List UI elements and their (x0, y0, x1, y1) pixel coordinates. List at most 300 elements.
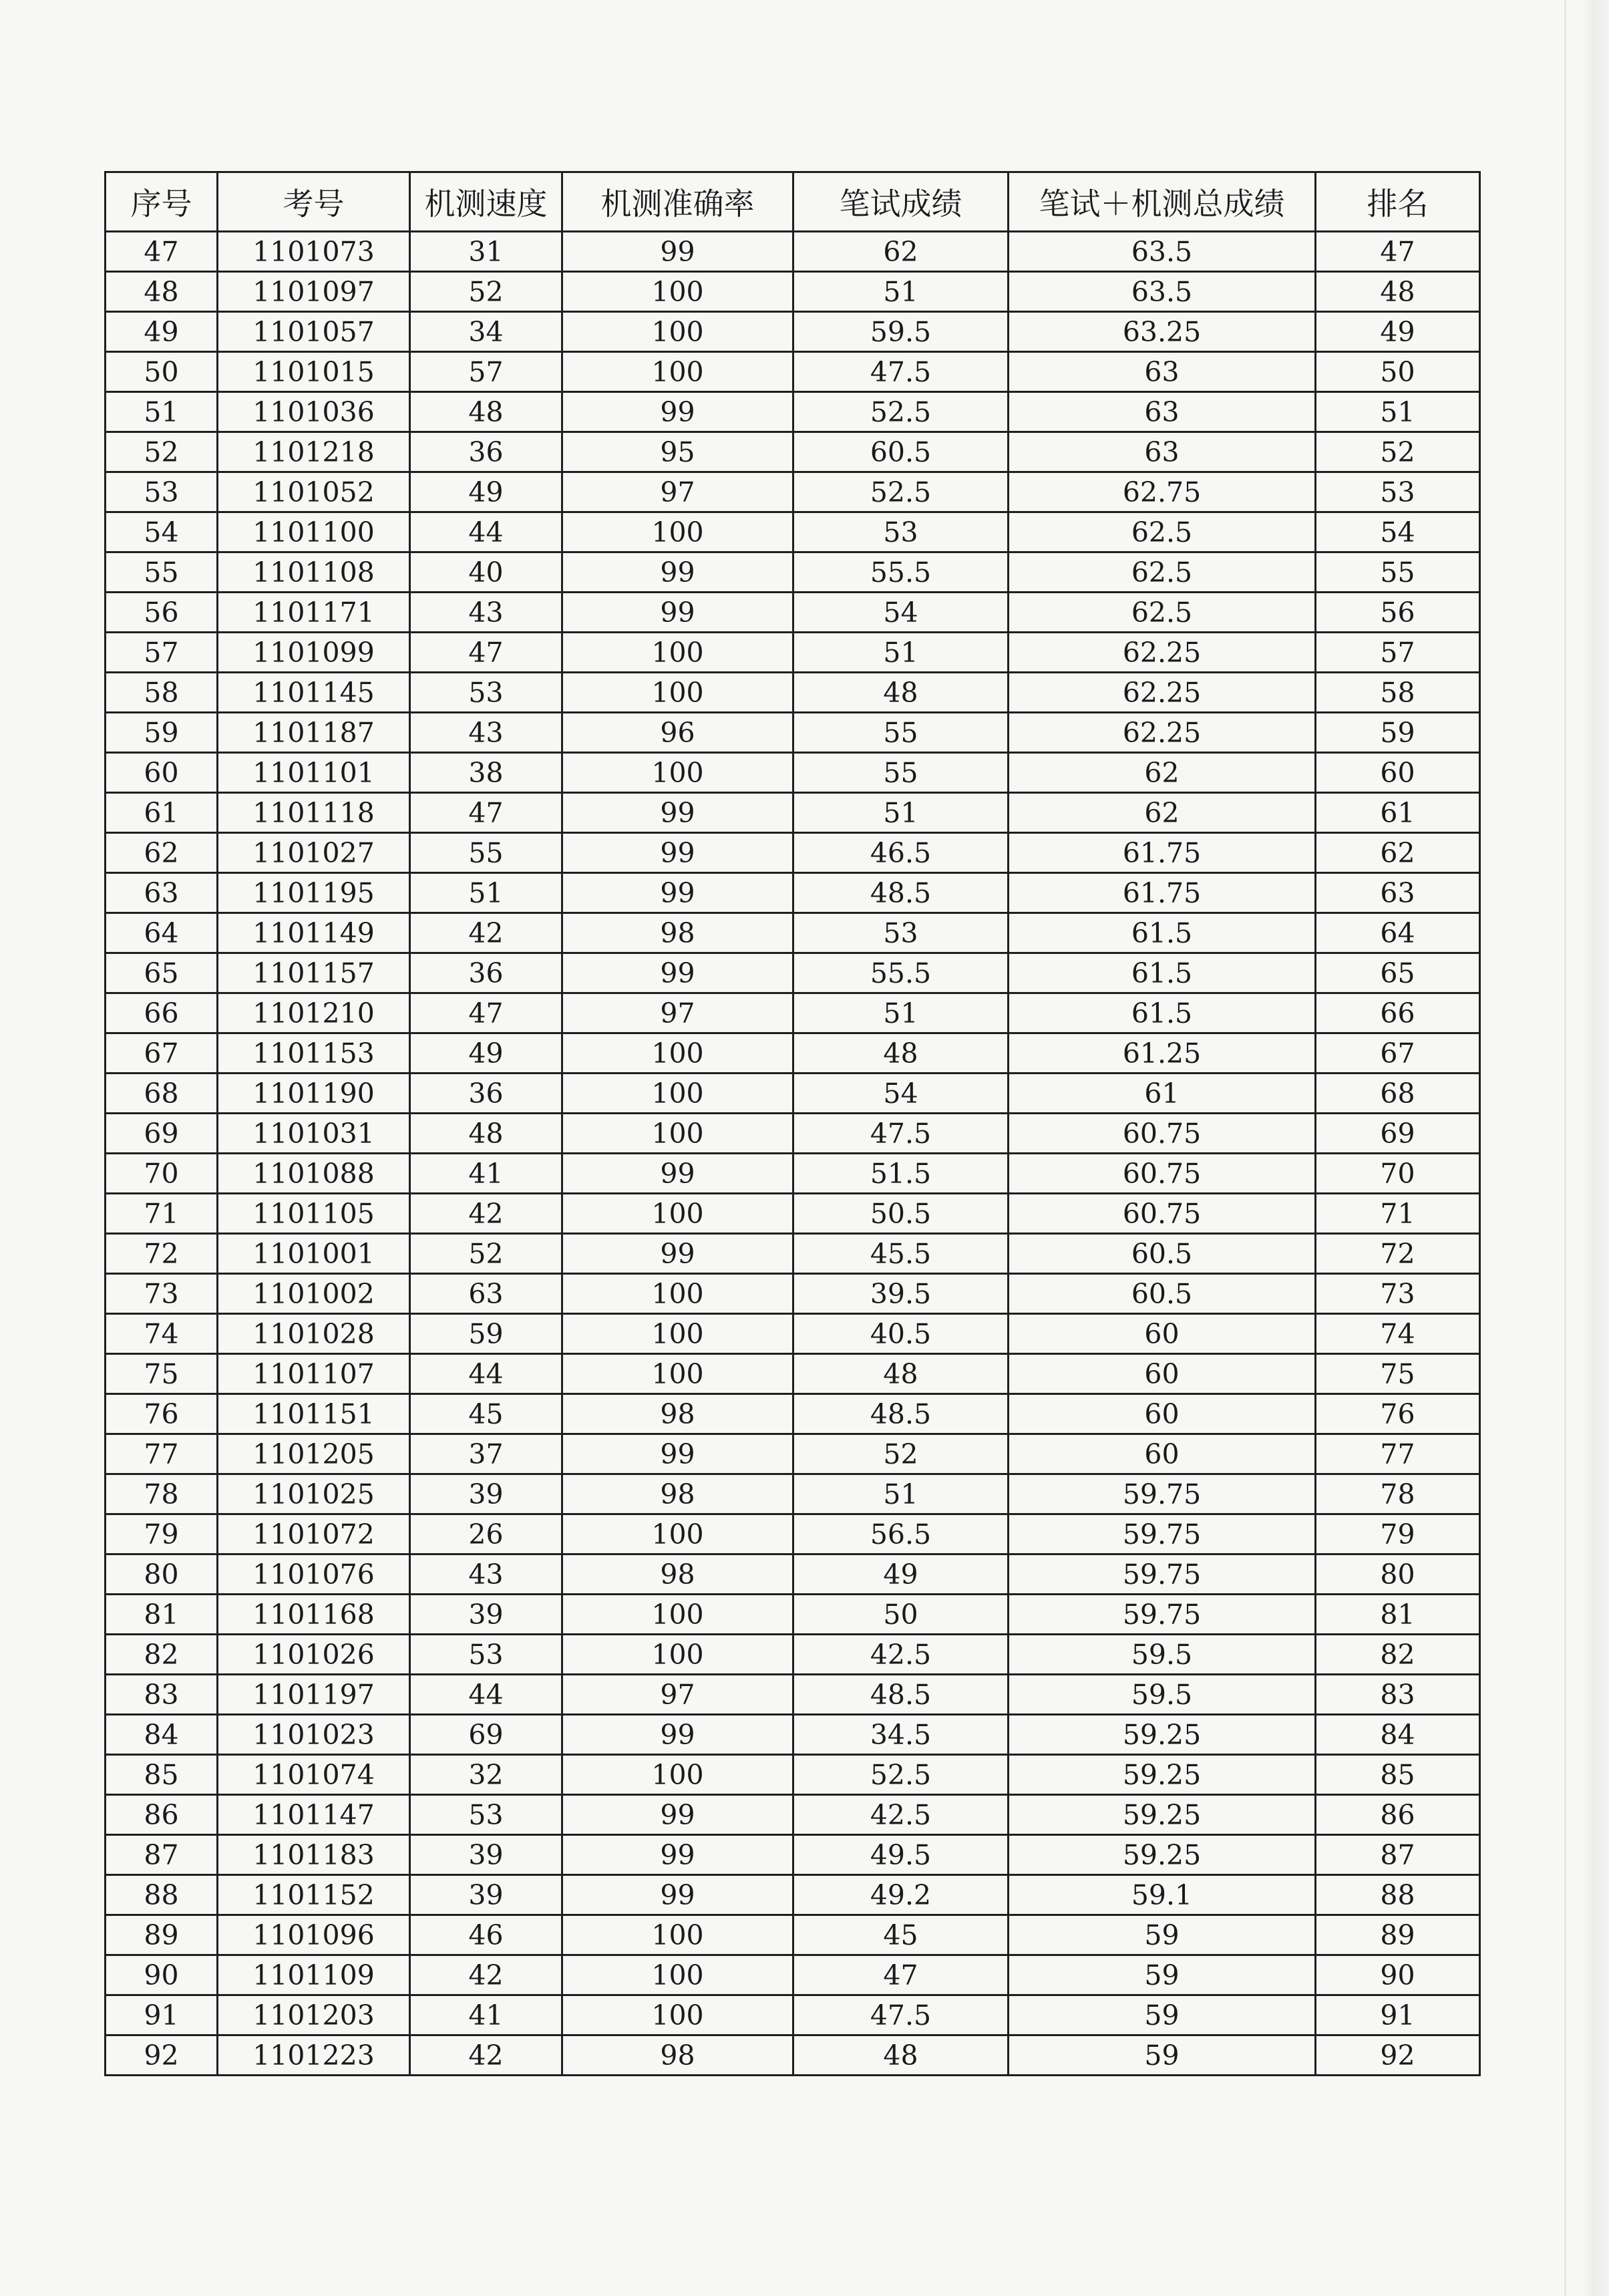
cell-written-score: 47.5 (793, 1995, 1009, 2035)
cell-written-score: 59.5 (793, 312, 1009, 352)
cell-exam-id: 1101031 (218, 1114, 410, 1154)
table-row (106, 1715, 1480, 1755)
cell-exam-id: 1101195 (218, 873, 410, 913)
table-row (106, 232, 1480, 272)
cell-total-score: 62.5 (1009, 512, 1316, 552)
cell-rank: 91 (1316, 1995, 1480, 2035)
cell-written-score: 53 (793, 512, 1009, 552)
cell-written-score: 45 (793, 1915, 1009, 1955)
cell-total-score: 62 (1009, 753, 1316, 793)
cell-written-score: 50.5 (793, 1194, 1009, 1234)
cell-rank: 89 (1316, 1915, 1480, 1955)
cell-written-score: 52.5 (793, 472, 1009, 512)
cell-total-score: 60.5 (1009, 1274, 1316, 1314)
cell-typing-accuracy: 99 (562, 1715, 793, 1755)
cell-written-score: 48.5 (793, 873, 1009, 913)
cell-typing-speed: 41 (410, 1154, 562, 1194)
cell-rank: 60 (1316, 753, 1480, 793)
cell-typing-speed: 39 (410, 1835, 562, 1875)
cell-exam-id: 1101187 (218, 713, 410, 753)
table-row (106, 1554, 1480, 1595)
cell-exam-id: 1101197 (218, 1675, 410, 1715)
cell-written-score: 40.5 (793, 1314, 1009, 1354)
cell-typing-speed: 47 (410, 793, 562, 833)
cell-rank: 54 (1316, 512, 1480, 552)
cell-rank: 57 (1316, 633, 1480, 673)
cell-typing-accuracy: 100 (562, 512, 793, 552)
table-row (106, 1635, 1480, 1675)
cell-written-score: 48.5 (793, 1394, 1009, 1434)
cell-rank: 53 (1316, 472, 1480, 512)
cell-rank: 88 (1316, 1875, 1480, 1915)
cell-rank: 83 (1316, 1675, 1480, 1715)
cell-total-score: 63.5 (1009, 272, 1316, 312)
cell-exam-id: 1101151 (218, 1394, 410, 1434)
cell-exam-id: 1101072 (218, 1514, 410, 1554)
table-row (106, 1915, 1480, 1955)
cell-typing-speed: 38 (410, 753, 562, 793)
cell-seq: 57 (106, 633, 218, 673)
cell-exam-id: 1101145 (218, 673, 410, 713)
table-row (106, 312, 1480, 352)
cell-exam-id: 1101210 (218, 993, 410, 1033)
cell-seq: 65 (106, 953, 218, 993)
cell-exam-id: 1101152 (218, 1875, 410, 1915)
cell-seq: 82 (106, 1635, 218, 1675)
cell-rank: 84 (1316, 1715, 1480, 1755)
cell-written-score: 55.5 (793, 953, 1009, 993)
cell-rank: 80 (1316, 1554, 1480, 1595)
cell-typing-speed: 37 (410, 1434, 562, 1474)
cell-written-score: 42.5 (793, 1635, 1009, 1675)
cell-total-score: 60 (1009, 1314, 1316, 1354)
cell-total-score: 63 (1009, 352, 1316, 392)
cell-seq: 53 (106, 472, 218, 512)
cell-total-score: 60.75 (1009, 1194, 1316, 1234)
cell-exam-id: 1101073 (218, 232, 410, 272)
cell-rank: 67 (1316, 1033, 1480, 1074)
cell-typing-accuracy: 98 (562, 1394, 793, 1434)
cell-typing-speed: 44 (410, 1675, 562, 1715)
table-row (106, 392, 1480, 432)
cell-typing-speed: 36 (410, 432, 562, 472)
cell-written-score: 49.5 (793, 1835, 1009, 1875)
table-row (106, 793, 1480, 833)
header-row (106, 172, 1480, 232)
cell-typing-accuracy: 99 (562, 873, 793, 913)
cell-typing-accuracy: 100 (562, 352, 793, 392)
cell-typing-accuracy: 98 (562, 1554, 793, 1595)
cell-typing-accuracy: 100 (562, 1114, 793, 1154)
cell-exam-id: 1101076 (218, 1554, 410, 1595)
cell-typing-accuracy: 99 (562, 1434, 793, 1474)
cell-typing-accuracy: 99 (562, 833, 793, 873)
cell-seq: 79 (106, 1514, 218, 1554)
cell-exam-id: 1101183 (218, 1835, 410, 1875)
table-row (106, 1795, 1480, 1835)
cell-typing-speed: 59 (410, 1314, 562, 1354)
cell-seq: 85 (106, 1755, 218, 1795)
cell-total-score: 62.25 (1009, 713, 1316, 753)
cell-total-score: 59.75 (1009, 1595, 1316, 1635)
cell-written-score: 51.5 (793, 1154, 1009, 1194)
cell-exam-id: 1101118 (218, 793, 410, 833)
cell-rank: 82 (1316, 1635, 1480, 1675)
cell-written-score: 48.5 (793, 1675, 1009, 1715)
table-row (106, 1675, 1480, 1715)
cell-typing-speed: 49 (410, 472, 562, 512)
cell-total-score: 59.5 (1009, 1675, 1316, 1715)
cell-exam-id: 1101171 (218, 593, 410, 633)
cell-rank: 76 (1316, 1394, 1480, 1434)
cell-typing-accuracy: 99 (562, 552, 793, 593)
table-row (106, 1033, 1480, 1074)
cell-rank: 47 (1316, 232, 1480, 272)
cell-typing-accuracy: 100 (562, 753, 793, 793)
table-row (106, 1314, 1480, 1354)
cell-rank: 71 (1316, 1194, 1480, 1234)
cell-typing-speed: 43 (410, 593, 562, 633)
cell-exam-id: 1101023 (218, 1715, 410, 1755)
cell-typing-accuracy: 100 (562, 1274, 793, 1314)
table-row (106, 1514, 1480, 1554)
score-table-header (106, 172, 1480, 232)
cell-typing-speed: 40 (410, 552, 562, 593)
cell-exam-id: 1101101 (218, 753, 410, 793)
cell-typing-speed: 57 (410, 352, 562, 392)
cell-typing-speed: 32 (410, 1755, 562, 1795)
cell-typing-accuracy: 100 (562, 1354, 793, 1394)
table-row (106, 833, 1480, 873)
table-row (106, 1434, 1480, 1474)
table-row (106, 1995, 1480, 2035)
cell-seq: 71 (106, 1194, 218, 1234)
cell-total-score: 59.25 (1009, 1755, 1316, 1795)
cell-seq: 49 (106, 312, 218, 352)
cell-typing-speed: 42 (410, 1194, 562, 1234)
header-typing-speed: 机测速度 (410, 172, 562, 232)
cell-exam-id: 1101149 (218, 913, 410, 953)
cell-total-score: 63.5 (1009, 232, 1316, 272)
cell-written-score: 54 (793, 593, 1009, 633)
cell-seq: 77 (106, 1434, 218, 1474)
cell-typing-accuracy: 100 (562, 1915, 793, 1955)
cell-total-score: 60 (1009, 1354, 1316, 1394)
cell-typing-accuracy: 97 (562, 993, 793, 1033)
cell-typing-accuracy: 100 (562, 1955, 793, 1995)
cell-seq: 56 (106, 593, 218, 633)
cell-seq: 48 (106, 272, 218, 312)
table-row (106, 1474, 1480, 1514)
cell-exam-id: 1101088 (218, 1154, 410, 1194)
cell-seq: 86 (106, 1795, 218, 1835)
cell-exam-id: 1101097 (218, 272, 410, 312)
header-written-score: 笔试成绩 (793, 172, 1009, 232)
table-row (106, 913, 1480, 953)
cell-rank: 52 (1316, 432, 1480, 472)
cell-written-score: 51 (793, 272, 1009, 312)
cell-written-score: 51 (793, 993, 1009, 1033)
table-row (106, 1875, 1480, 1915)
cell-written-score: 62 (793, 232, 1009, 272)
header-rank: 排名 (1316, 172, 1480, 232)
cell-typing-speed: 53 (410, 673, 562, 713)
cell-total-score: 61.75 (1009, 833, 1316, 873)
cell-total-score: 61 (1009, 1074, 1316, 1114)
cell-exam-id: 1101027 (218, 833, 410, 873)
cell-total-score: 59.75 (1009, 1474, 1316, 1514)
cell-typing-accuracy: 99 (562, 1234, 793, 1274)
cell-total-score: 59.25 (1009, 1795, 1316, 1835)
cell-typing-accuracy: 100 (562, 1635, 793, 1675)
cell-rank: 73 (1316, 1274, 1480, 1314)
cell-exam-id: 1101074 (218, 1755, 410, 1795)
table-row (106, 272, 1480, 312)
cell-typing-speed: 53 (410, 1795, 562, 1835)
cell-typing-speed: 53 (410, 1635, 562, 1675)
cell-seq: 83 (106, 1675, 218, 1715)
table-row (106, 1114, 1480, 1154)
cell-seq: 88 (106, 1875, 218, 1915)
cell-rank: 58 (1316, 673, 1480, 713)
cell-total-score: 59.75 (1009, 1514, 1316, 1554)
table-row (106, 1154, 1480, 1194)
cell-typing-accuracy: 100 (562, 1194, 793, 1234)
cell-seq: 91 (106, 1995, 218, 2035)
cell-exam-id: 1101168 (218, 1595, 410, 1635)
cell-rank: 48 (1316, 272, 1480, 312)
table-row (106, 1274, 1480, 1314)
cell-written-score: 51 (793, 793, 1009, 833)
cell-written-score: 52.5 (793, 392, 1009, 432)
cell-seq: 78 (106, 1474, 218, 1514)
cell-typing-accuracy: 99 (562, 1154, 793, 1194)
cell-typing-speed: 39 (410, 1595, 562, 1635)
cell-typing-accuracy: 99 (562, 392, 793, 432)
cell-typing-speed: 34 (410, 312, 562, 352)
cell-exam-id: 1101223 (218, 2035, 410, 2076)
cell-exam-id: 1101109 (218, 1955, 410, 1995)
cell-written-score: 51 (793, 1474, 1009, 1514)
cell-seq: 72 (106, 1234, 218, 1274)
cell-rank: 72 (1316, 1234, 1480, 1274)
cell-rank: 59 (1316, 713, 1480, 753)
cell-typing-accuracy: 99 (562, 1875, 793, 1915)
cell-typing-accuracy: 97 (562, 1675, 793, 1715)
cell-seq: 76 (106, 1394, 218, 1434)
table-row (106, 1354, 1480, 1394)
cell-typing-speed: 26 (410, 1514, 562, 1554)
cell-written-score: 45.5 (793, 1234, 1009, 1274)
cell-rank: 70 (1316, 1154, 1480, 1194)
cell-written-score: 55.5 (793, 552, 1009, 593)
cell-total-score: 61.5 (1009, 913, 1316, 953)
cell-seq: 61 (106, 793, 218, 833)
cell-written-score: 50 (793, 1595, 1009, 1635)
cell-total-score: 62.25 (1009, 673, 1316, 713)
cell-typing-accuracy: 98 (562, 1474, 793, 1514)
cell-rank: 66 (1316, 993, 1480, 1033)
cell-rank: 79 (1316, 1514, 1480, 1554)
cell-written-score: 47.5 (793, 1114, 1009, 1154)
cell-typing-accuracy: 96 (562, 713, 793, 753)
cell-written-score: 48 (793, 2035, 1009, 2076)
header-seq: 序号 (106, 172, 218, 232)
cell-rank: 86 (1316, 1795, 1480, 1835)
cell-exam-id: 1101099 (218, 633, 410, 673)
cell-typing-speed: 36 (410, 953, 562, 993)
cell-typing-speed: 55 (410, 833, 562, 873)
cell-rank: 64 (1316, 913, 1480, 953)
cell-exam-id: 1101015 (218, 352, 410, 392)
cell-seq: 63 (106, 873, 218, 913)
cell-exam-id: 1101026 (218, 1635, 410, 1675)
cell-typing-speed: 45 (410, 1394, 562, 1434)
cell-typing-speed: 47 (410, 633, 562, 673)
cell-seq: 80 (106, 1554, 218, 1595)
cell-typing-speed: 52 (410, 272, 562, 312)
cell-total-score: 62.75 (1009, 472, 1316, 512)
cell-rank: 75 (1316, 1354, 1480, 1394)
cell-exam-id: 1101203 (218, 1995, 410, 2035)
cell-written-score: 47.5 (793, 352, 1009, 392)
cell-seq: 64 (106, 913, 218, 953)
cell-rank: 62 (1316, 833, 1480, 873)
table-row (106, 1394, 1480, 1434)
cell-total-score: 60 (1009, 1434, 1316, 1474)
cell-typing-speed: 39 (410, 1875, 562, 1915)
scan-page-edge (1584, 0, 1609, 2296)
cell-rank: 63 (1316, 873, 1480, 913)
cell-rank: 74 (1316, 1314, 1480, 1354)
cell-exam-id: 1101052 (218, 472, 410, 512)
cell-typing-speed: 43 (410, 713, 562, 753)
cell-seq: 70 (106, 1154, 218, 1194)
cell-seq: 58 (106, 673, 218, 713)
cell-total-score: 61.75 (1009, 873, 1316, 913)
cell-typing-speed: 47 (410, 993, 562, 1033)
cell-total-score: 63 (1009, 392, 1316, 432)
table-row (106, 1194, 1480, 1234)
table-row (106, 713, 1480, 753)
cell-rank: 51 (1316, 392, 1480, 432)
cell-typing-accuracy: 99 (562, 793, 793, 833)
cell-seq: 50 (106, 352, 218, 392)
cell-typing-accuracy: 99 (562, 232, 793, 272)
cell-rank: 61 (1316, 793, 1480, 833)
cell-typing-accuracy: 98 (562, 913, 793, 953)
cell-total-score: 62 (1009, 793, 1316, 833)
cell-exam-id: 1101105 (218, 1194, 410, 1234)
header-total-score: 笔试＋机测总成绩 (1009, 172, 1316, 232)
cell-typing-accuracy: 100 (562, 1755, 793, 1795)
cell-rank: 92 (1316, 2035, 1480, 2076)
cell-rank: 50 (1316, 352, 1480, 392)
cell-seq: 74 (106, 1314, 218, 1354)
cell-total-score: 63 (1009, 432, 1316, 472)
cell-typing-accuracy: 100 (562, 633, 793, 673)
scan-fold-line (1564, 0, 1566, 2296)
cell-total-score: 61.5 (1009, 993, 1316, 1033)
cell-seq: 75 (106, 1354, 218, 1394)
cell-typing-speed: 51 (410, 873, 562, 913)
cell-written-score: 49.2 (793, 1875, 1009, 1915)
cell-seq: 89 (106, 1915, 218, 1955)
cell-exam-id: 1101153 (218, 1033, 410, 1074)
header-typing-accuracy: 机测准确率 (562, 172, 793, 232)
cell-typing-accuracy: 100 (562, 1074, 793, 1114)
cell-typing-speed: 31 (410, 232, 562, 272)
score-table-body (106, 232, 1480, 2076)
cell-seq: 90 (106, 1955, 218, 1995)
cell-written-score: 52.5 (793, 1755, 1009, 1795)
score-table (104, 171, 1481, 2076)
cell-total-score: 61.25 (1009, 1033, 1316, 1074)
table-row (106, 1234, 1480, 1274)
cell-rank: 55 (1316, 552, 1480, 593)
cell-rank: 56 (1316, 593, 1480, 633)
cell-typing-speed: 42 (410, 1955, 562, 1995)
cell-typing-accuracy: 95 (562, 432, 793, 472)
cell-seq: 92 (106, 2035, 218, 2076)
cell-written-score: 49 (793, 1554, 1009, 1595)
cell-exam-id: 1101107 (218, 1354, 410, 1394)
cell-total-score: 59.5 (1009, 1635, 1316, 1675)
table-row (106, 593, 1480, 633)
cell-total-score: 62.5 (1009, 593, 1316, 633)
cell-written-score: 42.5 (793, 1795, 1009, 1835)
cell-total-score: 62.5 (1009, 552, 1316, 593)
cell-rank: 65 (1316, 953, 1480, 993)
cell-typing-accuracy: 100 (562, 1995, 793, 2035)
cell-rank: 68 (1316, 1074, 1480, 1114)
cell-written-score: 48 (793, 673, 1009, 713)
cell-typing-speed: 48 (410, 1114, 562, 1154)
table-row (106, 633, 1480, 673)
cell-total-score: 59 (1009, 1995, 1316, 2035)
cell-typing-speed: 44 (410, 1354, 562, 1394)
cell-seq: 73 (106, 1274, 218, 1314)
cell-exam-id: 1101002 (218, 1274, 410, 1314)
table-row (106, 993, 1480, 1033)
table-row (106, 753, 1480, 793)
cell-written-score: 60.5 (793, 432, 1009, 472)
cell-typing-accuracy: 99 (562, 593, 793, 633)
cell-typing-speed: 44 (410, 512, 562, 552)
table-row (106, 1835, 1480, 1875)
cell-total-score: 60.75 (1009, 1154, 1316, 1194)
table-row (106, 1595, 1480, 1635)
cell-exam-id: 1101001 (218, 1234, 410, 1274)
cell-written-score: 51 (793, 633, 1009, 673)
table-row (106, 873, 1480, 913)
header-exam-id: 考号 (218, 172, 410, 232)
cell-written-score: 46.5 (793, 833, 1009, 873)
cell-total-score: 59 (1009, 1915, 1316, 1955)
cell-typing-accuracy: 100 (562, 272, 793, 312)
cell-typing-accuracy: 100 (562, 1033, 793, 1074)
cell-seq: 47 (106, 232, 218, 272)
cell-written-score: 39.5 (793, 1274, 1009, 1314)
cell-rank: 90 (1316, 1955, 1480, 1995)
cell-seq: 54 (106, 512, 218, 552)
cell-seq: 84 (106, 1715, 218, 1755)
cell-exam-id: 1101147 (218, 1795, 410, 1835)
cell-typing-speed: 52 (410, 1234, 562, 1274)
cell-written-score: 52 (793, 1434, 1009, 1474)
cell-total-score: 60.75 (1009, 1114, 1316, 1154)
cell-rank: 78 (1316, 1474, 1480, 1514)
